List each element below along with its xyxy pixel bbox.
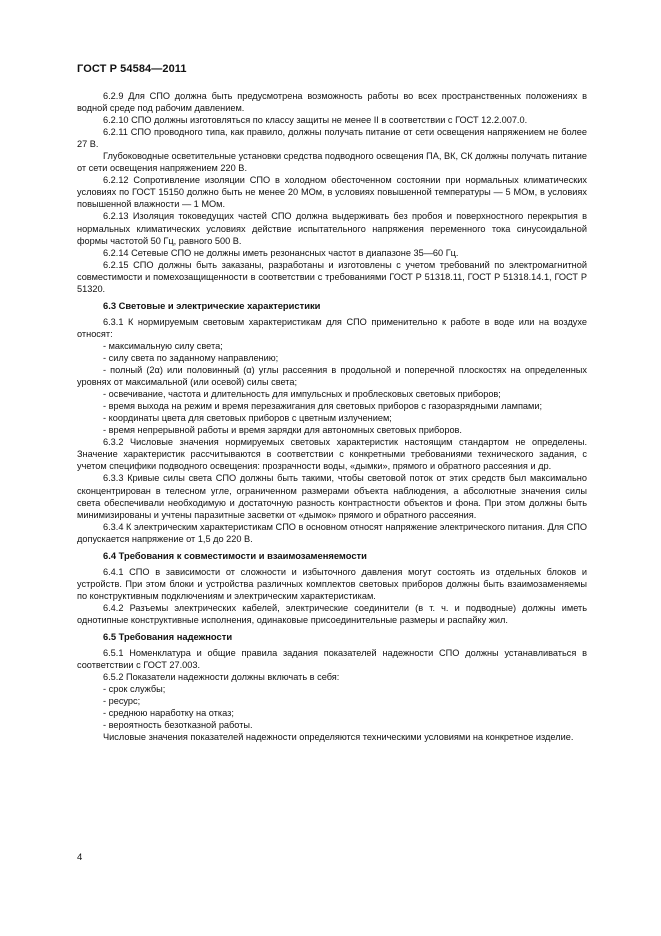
paragraph: Числовые значения показателей надежности определяются техническими условиями на конкретное изделие. — [103, 732, 574, 743]
list-item: - срок службы; — [103, 684, 166, 695]
section-heading: 6.4 Требования к совместимости и взаимозаменяемости — [103, 549, 367, 561]
paragraph: 6.4.1 СПО в зависимости от сложности и избыточного давления могут состоять из отдельных блоков и устройств. При этом блоки и устройства различных комплектов световых приборов должны быть взаимозаменяемы по конструктивным подключениям и электрическим характеристикам. — [77, 566, 587, 601]
paragraph: 6.2.13 Изоляция токоведущих частей СПО должна выдерживать без пробоя и поверхностного перекрытия в нормальных климатических условиях действие испытательного напряжения переменного тока синусоидальной формы частотой 50 Гц, равного 500 В. — [77, 211, 587, 246]
list-item: - вероятность безотказной работы. — [103, 720, 253, 731]
list-item: - время непрерывной работы и время зарядки для автономных световых приборов. — [103, 425, 462, 436]
paragraph: 6.2.12 Сопротивление изоляции СПО в холодном обесточенном состоянии при нормальных климатических условиях по ГОСТ 15150 должно быть не менее 20 МОм, в условиях повышенной температуры — 5 МОм, в условиях повышенной влажности — 1 МОм. — [77, 175, 587, 210]
paragraph: 6.3.1 К нормируемым световым характеристикам для СПО применительно к работе в воде или на воздухе относят: — [77, 316, 587, 339]
paragraph: 6.3.2 Числовые значения нормируемых световых характеристик настоящим стандартом не определены. Значение характеристик рассчитываются в соответствии с конкретными требованиями технического задания, с учетом специфики подводного освещения: прозрачности воды, «дымки», прямого и обратного рассеяния и др. — [77, 437, 587, 472]
list-item: - ресурс; — [103, 696, 141, 707]
section-heading: 6.5 Требования надежности — [103, 631, 233, 643]
paragraph: 6.4.2 Разъемы электрических кабелей, электрические соединители (в т. ч. и подводные) должны иметь однотипные конструктивные исполнения, одинаковые присоединительные размеры и распайку жил. — [77, 602, 587, 625]
paragraph: 6.5.2 Показатели надежности должны включать в себя: — [103, 672, 340, 683]
paragraph: 6.2.10 СПО должны изготовляться по классу защиты не менее II в соответствии с ГОСТ 12.2.007.0. — [103, 115, 528, 126]
list-item: - максимальную силу света; — [103, 340, 223, 351]
document-header: ГОСТ Р 54584—2011 — [77, 63, 187, 75]
paragraph: 6.2.15 СПО должны быть заказаны, разработаны и изготовлены с учетом требований по электромагнитной совместимости и помехозащищенности в соответствии с требованиями ГОСТ Р 51318.11, ГОСТ Р 51318.14.1, ГОСТ Р 51320. — [77, 259, 587, 294]
section-heading: 6.3 Световые и электрические характеристики — [103, 299, 321, 311]
paragraph: 6.5.1 Номенклатура и общие правила задания показателей надежности СПО должны устанавливаться в соответствии с ГОСТ 27.003. — [77, 648, 587, 671]
list-item: - время выхода на режим и время перезажигания для световых приборов с газоразрядными лампами; — [103, 401, 543, 412]
paragraph: 6.3.3 Кривые силы света СПО должны быть такими, чтобы световой поток от этих средств был максимально сконцентрирован в телесном угле, ограниченном размерами объекта наблюдения, а абсолютные значения силы света обеспечивали необходимую и достаточную разность контрастности объектов и фона. При этом должны быть минимизированы и учтены паразитные засветки от «дымок» прямого и обратного рассеяния. — [77, 473, 587, 520]
list-item: - силу света по заданному направлению; — [103, 352, 279, 363]
list-item: - координаты цвета для световых приборов с цветным излучением; — [103, 413, 392, 424]
paragraph: 6.2.11 СПО проводного типа, как правило, должны получать питание от сети освещения напряжением не более 27 В. — [77, 127, 587, 150]
page-number: 4 — [77, 852, 83, 863]
document-body — [77, 90, 587, 743]
paragraph: 6.2.9 Для СПО должна быть предусмотрена возможность работы во всех пространственных положениях в водной среде под рабочим давлением. — [77, 91, 587, 114]
list-item: - полный (2α) или половинный (α) углы рассеяния в продольной и поперечной плоскостях на определенных уровнях от максимальной (или осевой) силы света; — [77, 365, 587, 388]
paragraph: 6.2.14 Сетевые СПО не должны иметь резонансных частот в диапазоне 35—60 Гц. — [103, 247, 459, 258]
list-item: - среднюю наработку на отказ; — [103, 708, 234, 719]
paragraph: 6.3.4 К электрическим характеристикам СПО в основном относят напряжение электрического питания. Для СПО допускается напряжение от 1,5 до 220 В. — [77, 521, 587, 544]
list-item: - освечивание, частота и длительность для импульсных и проблесковых световых приборов; — [103, 389, 501, 400]
paragraph: Глубоководные осветительные установки средства подводного освещения ПА, ВК, СК должны получать питание от сети освещения напряжением 220 В. — [77, 151, 587, 174]
